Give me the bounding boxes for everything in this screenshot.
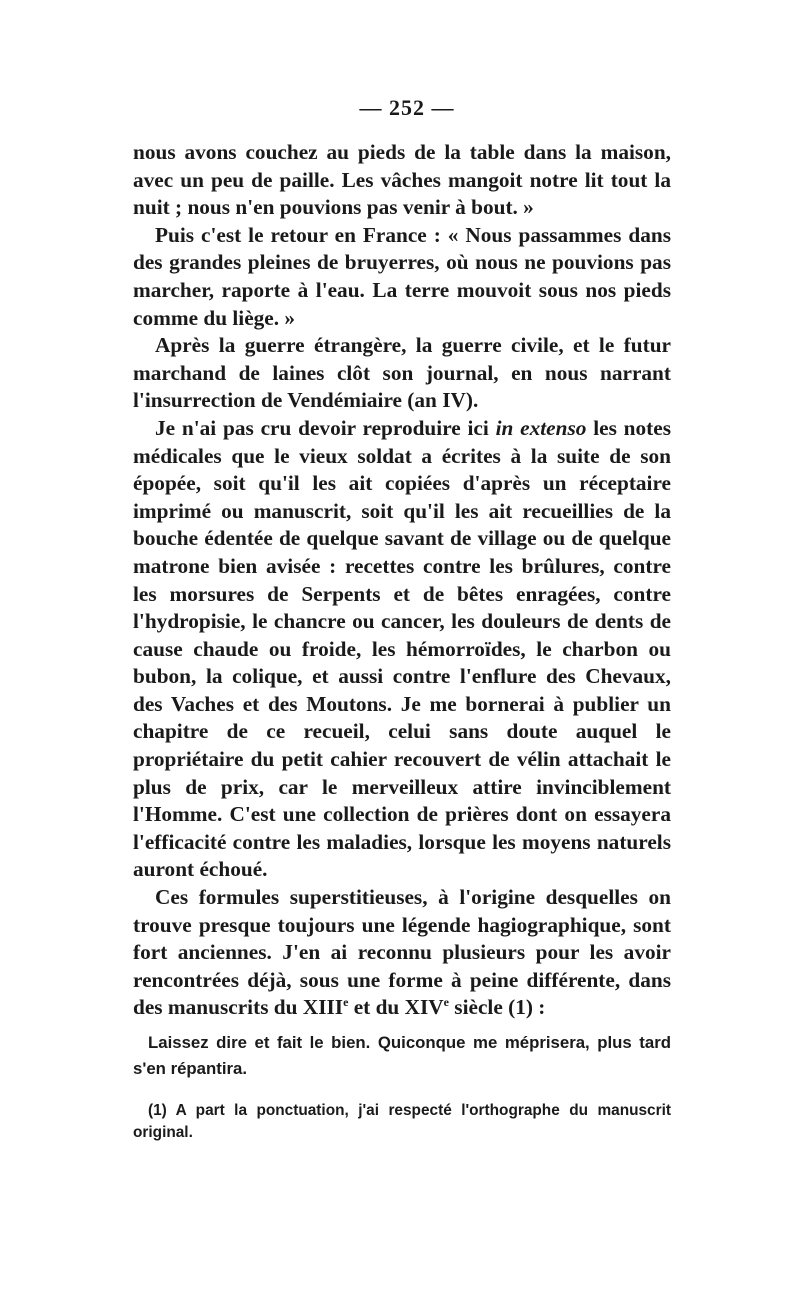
paragraph-text: Je n'ai pas cru devoir reproduire ici (155, 415, 496, 440)
superscript: e (443, 995, 449, 1010)
paragraph-text: siècle (1) : (448, 995, 546, 1020)
paragraph: Après la guerre étrangère, la guerre civile, et le futur marchand de laines clôt son journal, en nous narrant l'insurrection de Vendémiaire (an IV). (133, 333, 671, 413)
italic-phrase: in extenso (495, 415, 587, 440)
paragraph: Puis c'est le retour en France : « Nous passammes dans des grandes pleines de bruyerres, où nous ne pouvions pas marcher, raporte à l'eau. La terre mouvoit sous nos pieds comme du liège. » (133, 222, 671, 330)
paragraph (133, 884, 671, 1022)
paragraph-text: les notes médicales que le vieux soldat a écrites à la suite de son épopée, soit qu'il les ait copiées d'après un réceptaire imprimé ou manuscrit, soit qu'il les ait recueillies de la bouche édentée de quelque savant de village ou de quelque matrone bien avisée : recettes contre les brûlures, contre les morsures de Serpents et de bêtes enragées, contre l'hydropisie, le chancre ou cancer, les douleurs de dents de cause chaude ou froide, les hémorroïdes, le charbon ou bubon, la colique, et aussi contre l'enflure des Chevaux, des Vaches et des Moutons. Je me bornerai à publier un chapitre de ce recueil, celui sans doute auquel le propriétaire du petit cahier recouvert de vélin attachait le plus de prix, car le merveilleux attire invinciblement l'Homme. C'est une collection de prières dont on essayera l'efficacité contre les maladies, lorsque les moyens naturels auront échoué. (133, 415, 671, 882)
footnote (133, 1100, 671, 1144)
quote-text: Laissez dire et fait le bien. Quiconque me méprisera, plus tard s'en répantira. (133, 1033, 671, 1078)
paragraph (133, 415, 671, 884)
superscript: e (343, 995, 349, 1010)
footnote-text: (1) A part la ponctuation, j'ai respecté l'orthographe du manuscrit original. (133, 1102, 671, 1141)
paragraph-text: Ces formules superstitieuses, à l'origine desquelles on trouve presque toujours une légende hagiographique, sont fort anciennes. J'en ai reconnu plusieurs pour les avoir rencontrées déjà, sous une forme à peine différente, dans des manuscrits du XIII (133, 885, 671, 1020)
page (133, 95, 671, 1144)
body-text (133, 139, 671, 1022)
paragraph-text: et du XIV (348, 995, 444, 1020)
paragraph: nous avons couchez au pieds de la table dans la maison, avec un peu de paille. Les vâches mangoit notre lit tout la nuit ; nous n'en pouvions pas venir à bout. » (133, 140, 671, 220)
quoted-prayer (133, 1030, 671, 1082)
page-number: — 252 — (359, 95, 455, 120)
